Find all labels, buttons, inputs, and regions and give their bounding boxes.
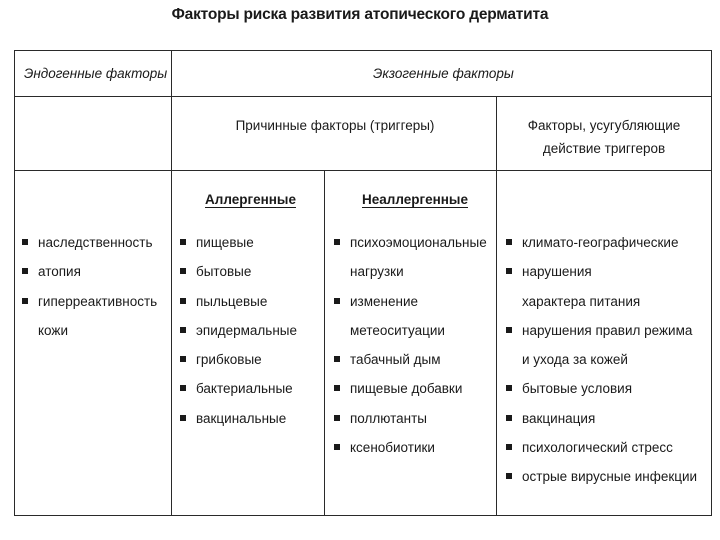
aggravating-header-line2: действие триггеров <box>542 141 666 156</box>
list-item <box>332 228 495 287</box>
list-item-text: вакцинация <box>522 410 596 426</box>
list-item <box>178 287 323 316</box>
square-bullet-icon <box>506 327 512 333</box>
list-item <box>504 404 710 433</box>
square-bullet-icon <box>506 444 512 450</box>
square-bullet-icon <box>180 415 186 421</box>
list-item-text: нарушения правил режима <box>522 322 693 338</box>
square-bullet-icon <box>180 356 186 362</box>
square-bullet-icon <box>506 268 512 274</box>
allergenic-column-title: Аллергенные <box>205 192 296 207</box>
list-item <box>504 316 710 375</box>
causal-factors-header: Причинные факторы (триггеры) <box>235 118 435 133</box>
list-item <box>178 345 323 374</box>
list-item <box>504 228 710 257</box>
square-bullet-icon <box>22 298 28 304</box>
allergen-divider <box>324 170 325 516</box>
list-item-text: пищевые <box>196 235 254 250</box>
square-bullet-icon <box>334 298 340 304</box>
header-divider <box>14 96 712 97</box>
list-item <box>332 287 495 346</box>
nonallergenic-column-title: Неаллергенные <box>362 192 468 207</box>
list-item <box>178 404 323 433</box>
causal-divider <box>496 96 497 516</box>
square-bullet-icon <box>506 415 512 421</box>
list-item-text: острые вирусные инфекции <box>522 469 698 485</box>
list-item-text: ксенобиотики <box>350 440 435 456</box>
list-item <box>332 433 495 462</box>
list-item-text: эпидермальные <box>196 322 297 338</box>
list-item-text: бактериальные <box>196 381 293 397</box>
square-bullet-icon <box>22 268 28 274</box>
list-item-continuation: кожи <box>38 322 68 338</box>
list-item-text: грибковые <box>196 352 262 368</box>
list-item <box>504 257 710 316</box>
aggravating-factors-header <box>498 114 710 160</box>
square-bullet-icon <box>22 239 28 245</box>
list-item-text: наследственность <box>38 235 153 250</box>
list-item-text: климато-географические <box>522 235 679 250</box>
square-bullet-icon <box>180 298 186 304</box>
nonallergenic-list <box>332 228 495 462</box>
list-item <box>20 228 170 257</box>
square-bullet-icon <box>506 239 512 245</box>
list-item <box>178 228 323 257</box>
subheader-divider <box>14 170 712 171</box>
aggravating-header-line1: Факторы, усугубляющие <box>527 118 681 133</box>
list-item-text: табачный дым <box>350 352 441 368</box>
allergenic-list <box>178 228 323 433</box>
page-title: Факторы риска развития атопического дерматита <box>171 6 549 23</box>
list-item-continuation: нагрузки <box>350 264 404 280</box>
list-item <box>20 287 170 346</box>
list-item-text: вакцинальные <box>196 410 287 426</box>
aggravating-list <box>504 228 710 492</box>
list-item-text: поллютанты <box>350 410 427 426</box>
list-item <box>332 345 495 374</box>
square-bullet-icon <box>506 473 512 479</box>
square-bullet-icon <box>334 415 340 421</box>
square-bullet-icon <box>506 385 512 391</box>
list-item <box>504 462 710 491</box>
list-item-continuation: характера питания <box>522 293 641 309</box>
list-item <box>178 316 323 345</box>
list-item <box>20 257 170 286</box>
list-item <box>178 257 323 286</box>
endogenous-divider <box>171 50 172 516</box>
list-item-text: пыльцевые <box>196 293 268 309</box>
list-item-text: изменение <box>350 293 418 309</box>
list-item <box>504 374 710 403</box>
square-bullet-icon <box>334 444 340 450</box>
square-bullet-icon <box>334 385 340 391</box>
list-item <box>504 433 710 462</box>
square-bullet-icon <box>180 268 186 274</box>
square-bullet-icon <box>334 239 340 245</box>
endogenous-list <box>20 228 170 345</box>
list-item <box>178 374 323 403</box>
square-bullet-icon <box>334 356 340 362</box>
list-item-text: атопия <box>38 264 81 280</box>
list-item <box>332 404 495 433</box>
list-item-text: пищевые добавки <box>350 381 463 397</box>
list-item-text: бытовые <box>196 264 252 280</box>
square-bullet-icon <box>180 239 186 245</box>
endogenous-header: Эндогенные факторы <box>24 66 168 81</box>
list-item-text: бытовые условия <box>522 381 633 397</box>
list-item-text: гиперреактивность <box>38 293 158 309</box>
list-item-text: нарушения <box>522 264 592 280</box>
list-item-continuation: метеоситуации <box>350 322 445 338</box>
list-item-text: психологический стресс <box>522 440 673 456</box>
list-item-text: психоэмоциональные <box>350 235 487 250</box>
list-item <box>332 374 495 403</box>
square-bullet-icon <box>180 327 186 333</box>
exogenous-header: Экзогенные факторы <box>373 66 514 81</box>
list-item-continuation: и ухода за кожей <box>522 352 628 368</box>
square-bullet-icon <box>180 385 186 391</box>
